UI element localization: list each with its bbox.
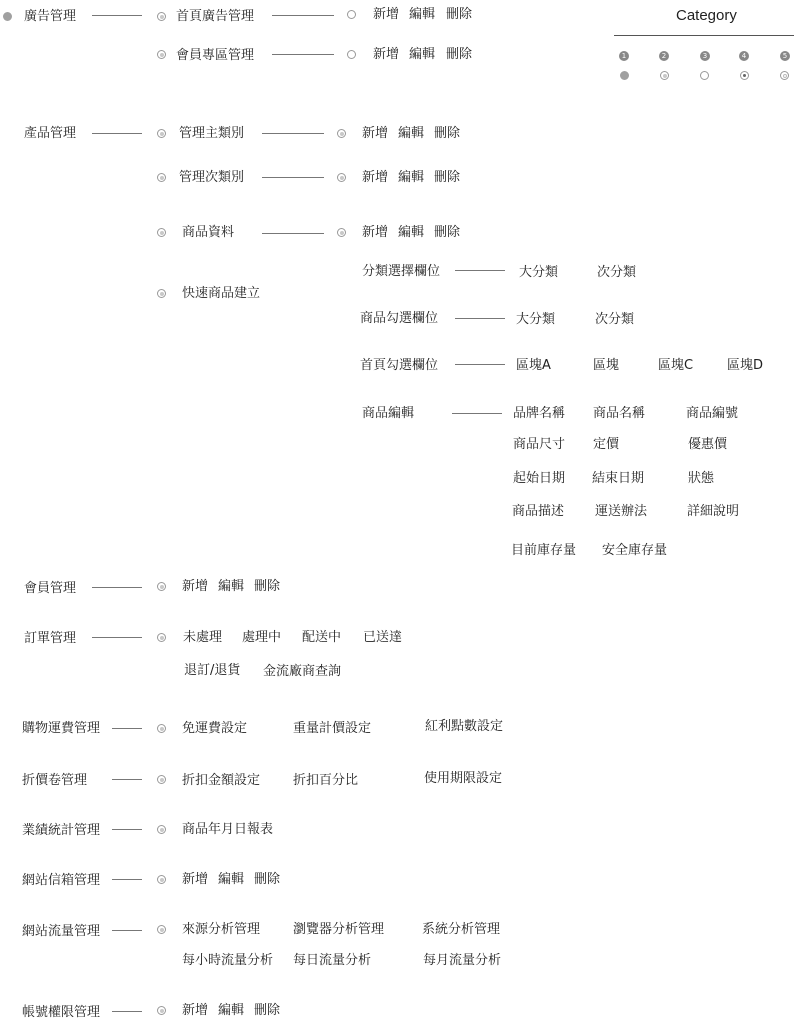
menu-coupon[interactable]: 折價卷管理 xyxy=(22,773,88,788)
connector xyxy=(92,133,142,134)
cat-select-field[interactable]: 分類選擇欄位 xyxy=(362,264,441,279)
traffic-daily[interactable]: 每日流量分析 xyxy=(293,953,372,968)
zone-add[interactable]: 新增 xyxy=(373,47,400,62)
field-discount-price[interactable]: 優惠價 xyxy=(688,437,728,452)
field-start-date[interactable]: 起始日期 xyxy=(513,471,566,486)
level2-dot-icon xyxy=(157,633,166,642)
menu-ad[interactable]: 廣告管理 xyxy=(24,9,77,24)
order-shipping[interactable]: 配送中 xyxy=(302,630,342,645)
member-add[interactable]: 新增 xyxy=(182,579,209,594)
level2-dot-icon xyxy=(157,173,166,182)
menu-stats[interactable]: 業績統計管理 xyxy=(22,823,101,838)
field-description[interactable]: 商品描述 xyxy=(512,504,565,519)
level2-dot-icon xyxy=(157,825,166,834)
maincat-delete[interactable]: 刪除 xyxy=(434,126,461,141)
connector xyxy=(455,364,505,365)
legend-shaded-dot-icon xyxy=(660,71,669,80)
product-edit[interactable]: 商品編輯 xyxy=(362,406,415,421)
menu-product[interactable]: 產品管理 xyxy=(24,126,77,141)
connector xyxy=(92,637,142,638)
connector xyxy=(272,54,334,55)
home-check-field[interactable]: 首頁勾選欄位 xyxy=(360,358,439,373)
free-shipping[interactable]: 免運費設定 xyxy=(182,721,248,736)
connector xyxy=(112,728,142,729)
connector xyxy=(112,779,142,780)
menu-member-zone[interactable]: 會員專區管理 xyxy=(176,48,255,63)
block-c[interactable]: 區塊C xyxy=(658,358,694,373)
traffic-browser[interactable]: 瀏覽器分析管理 xyxy=(293,922,385,937)
level3-dot-icon xyxy=(337,173,346,182)
level2-dot-icon xyxy=(157,775,166,784)
menu-sub-category[interactable]: 管理次類別 xyxy=(179,170,245,185)
field-shipping[interactable]: 運送辦法 xyxy=(595,504,648,519)
level3-dot-icon xyxy=(347,10,356,19)
account-delete[interactable]: 刪除 xyxy=(254,1003,281,1018)
connector xyxy=(455,270,505,271)
legend-number-5: 5 xyxy=(780,51,790,61)
connector xyxy=(92,587,142,588)
connector xyxy=(92,15,142,16)
traffic-hourly[interactable]: 每小時流量分析 xyxy=(182,953,274,968)
zone-delete[interactable]: 刪除 xyxy=(446,47,473,62)
maincat-edit[interactable]: 編輯 xyxy=(398,126,425,141)
subcat-edit[interactable]: 編輯 xyxy=(398,170,425,185)
validity-period[interactable]: 使用期限設定 xyxy=(424,771,503,786)
field-details[interactable]: 詳細說明 xyxy=(687,504,740,519)
order-processing[interactable]: 處理中 xyxy=(242,630,282,645)
menu-account[interactable]: 帳號權限管理 xyxy=(22,1005,101,1020)
field-product-size[interactable]: 商品尺寸 xyxy=(513,437,566,452)
menu-main-category[interactable]: 管理主類別 xyxy=(179,126,245,141)
level3-dot-icon xyxy=(337,228,346,237)
level3-dot-icon xyxy=(347,50,356,59)
field-status[interactable]: 狀態 xyxy=(688,471,715,486)
level2-dot-icon xyxy=(157,12,166,21)
level2-dot-icon xyxy=(157,925,166,934)
field-product-name[interactable]: 商品名稱 xyxy=(593,406,646,421)
legend-number-2: 2 xyxy=(659,51,669,61)
connector xyxy=(272,15,334,16)
legend-number-4: 4 xyxy=(739,51,749,61)
connector xyxy=(455,318,505,319)
level2-dot-icon xyxy=(157,129,166,138)
field-safety-stock[interactable]: 安全庫存量 xyxy=(602,543,668,558)
level2-dot-icon xyxy=(157,582,166,591)
block-d[interactable]: 區塊D xyxy=(727,358,764,373)
cat-select-big[interactable]: 大分類 xyxy=(519,265,559,280)
subcat-delete[interactable]: 刪除 xyxy=(434,170,461,185)
level2-dot-icon xyxy=(157,1006,166,1015)
level1-dot-icon xyxy=(3,12,12,21)
connector xyxy=(112,1011,142,1012)
traffic-monthly[interactable]: 每月流量分析 xyxy=(423,953,502,968)
zone-edit[interactable]: 編輯 xyxy=(409,47,436,62)
legend-target-dot-icon xyxy=(740,71,749,80)
menu-shipping-fee[interactable]: 購物運費管理 xyxy=(22,721,101,736)
block-b[interactable]: 區塊 xyxy=(593,358,620,373)
field-stock[interactable]: 目前庫存量 xyxy=(511,543,577,558)
connector xyxy=(112,930,142,931)
legend-number-1: 1 xyxy=(619,51,629,61)
data-delete[interactable]: 刪除 xyxy=(434,225,461,240)
check-big[interactable]: 大分類 xyxy=(516,312,556,327)
account-edit[interactable]: 編輯 xyxy=(218,1003,245,1018)
legend-ring-dot-icon xyxy=(780,71,789,80)
member-delete[interactable]: 刪除 xyxy=(254,579,281,594)
check-field[interactable]: 商品勾選欄位 xyxy=(360,311,439,326)
menu-order[interactable]: 訂單管理 xyxy=(24,631,77,646)
discount-percent[interactable]: 折扣百分比 xyxy=(293,773,359,788)
menu-traffic[interactable]: 網站流量管理 xyxy=(22,924,101,939)
ad-delete[interactable]: 刪除 xyxy=(446,7,473,22)
level3-dot-icon xyxy=(337,129,346,138)
connector xyxy=(262,177,324,178)
member-edit[interactable]: 編輯 xyxy=(218,579,245,594)
check-small[interactable]: 次分類 xyxy=(595,312,635,327)
data-add[interactable]: 新增 xyxy=(362,225,389,240)
level2-dot-icon xyxy=(157,875,166,884)
legend-filled-dot-icon xyxy=(620,71,629,80)
ad-edit[interactable]: 編輯 xyxy=(409,7,436,22)
menu-product-data[interactable]: 商品資料 xyxy=(182,225,235,240)
stats-report[interactable]: 商品年月日報表 xyxy=(182,822,274,837)
block-a[interactable]: 區塊A xyxy=(516,358,551,373)
connector xyxy=(112,829,142,830)
traffic-source[interactable]: 來源分析管理 xyxy=(182,922,261,937)
traffic-system[interactable]: 系統分析管理 xyxy=(422,922,501,937)
field-end-date[interactable]: 結束日期 xyxy=(592,471,645,486)
menu-member[interactable]: 會員管理 xyxy=(24,581,77,596)
subcat-add[interactable]: 新增 xyxy=(362,170,389,185)
bonus-points[interactable]: 紅利點數設定 xyxy=(425,719,504,734)
level2-dot-icon xyxy=(157,228,166,237)
category-title: Category xyxy=(676,7,737,24)
legend-hollow-dot-icon xyxy=(700,71,709,80)
connector xyxy=(112,879,142,880)
menu-mailbox[interactable]: 網站信箱管理 xyxy=(22,873,101,888)
legend-number-3: 3 xyxy=(700,51,710,61)
field-price[interactable]: 定價 xyxy=(593,437,620,452)
order-unprocessed[interactable]: 未處理 xyxy=(183,630,223,645)
connector xyxy=(262,233,324,234)
field-brand-name[interactable]: 品牌名稱 xyxy=(513,406,566,421)
discount-amount[interactable]: 折扣金額設定 xyxy=(182,773,261,788)
connector xyxy=(262,133,324,134)
level2-dot-icon xyxy=(157,50,166,59)
menu-quick-create[interactable]: 快速商品建立 xyxy=(182,286,261,301)
order-return[interactable]: 退訂/退貨 xyxy=(184,663,241,678)
category-divider xyxy=(614,35,794,36)
level2-dot-icon xyxy=(157,724,166,733)
mailbox-delete[interactable]: 刪除 xyxy=(254,872,281,887)
maincat-add[interactable]: 新增 xyxy=(362,126,389,141)
mailbox-add[interactable]: 新增 xyxy=(182,872,209,887)
data-edit[interactable]: 編輯 xyxy=(398,225,425,240)
level2-dot-icon xyxy=(157,289,166,298)
mailbox-edit[interactable]: 編輯 xyxy=(218,872,245,887)
cat-select-small[interactable]: 次分類 xyxy=(597,265,637,280)
ad-add[interactable]: 新增 xyxy=(373,7,400,22)
weight-price[interactable]: 重量計價設定 xyxy=(293,721,372,736)
account-add[interactable]: 新增 xyxy=(182,1003,209,1018)
menu-home-ad[interactable]: 首頁廣告管理 xyxy=(176,9,255,24)
field-product-no[interactable]: 商品編號 xyxy=(686,406,739,421)
order-delivered[interactable]: 已送達 xyxy=(363,630,403,645)
order-payment-query[interactable]: 金流廠商查詢 xyxy=(263,664,342,679)
connector xyxy=(452,413,502,414)
